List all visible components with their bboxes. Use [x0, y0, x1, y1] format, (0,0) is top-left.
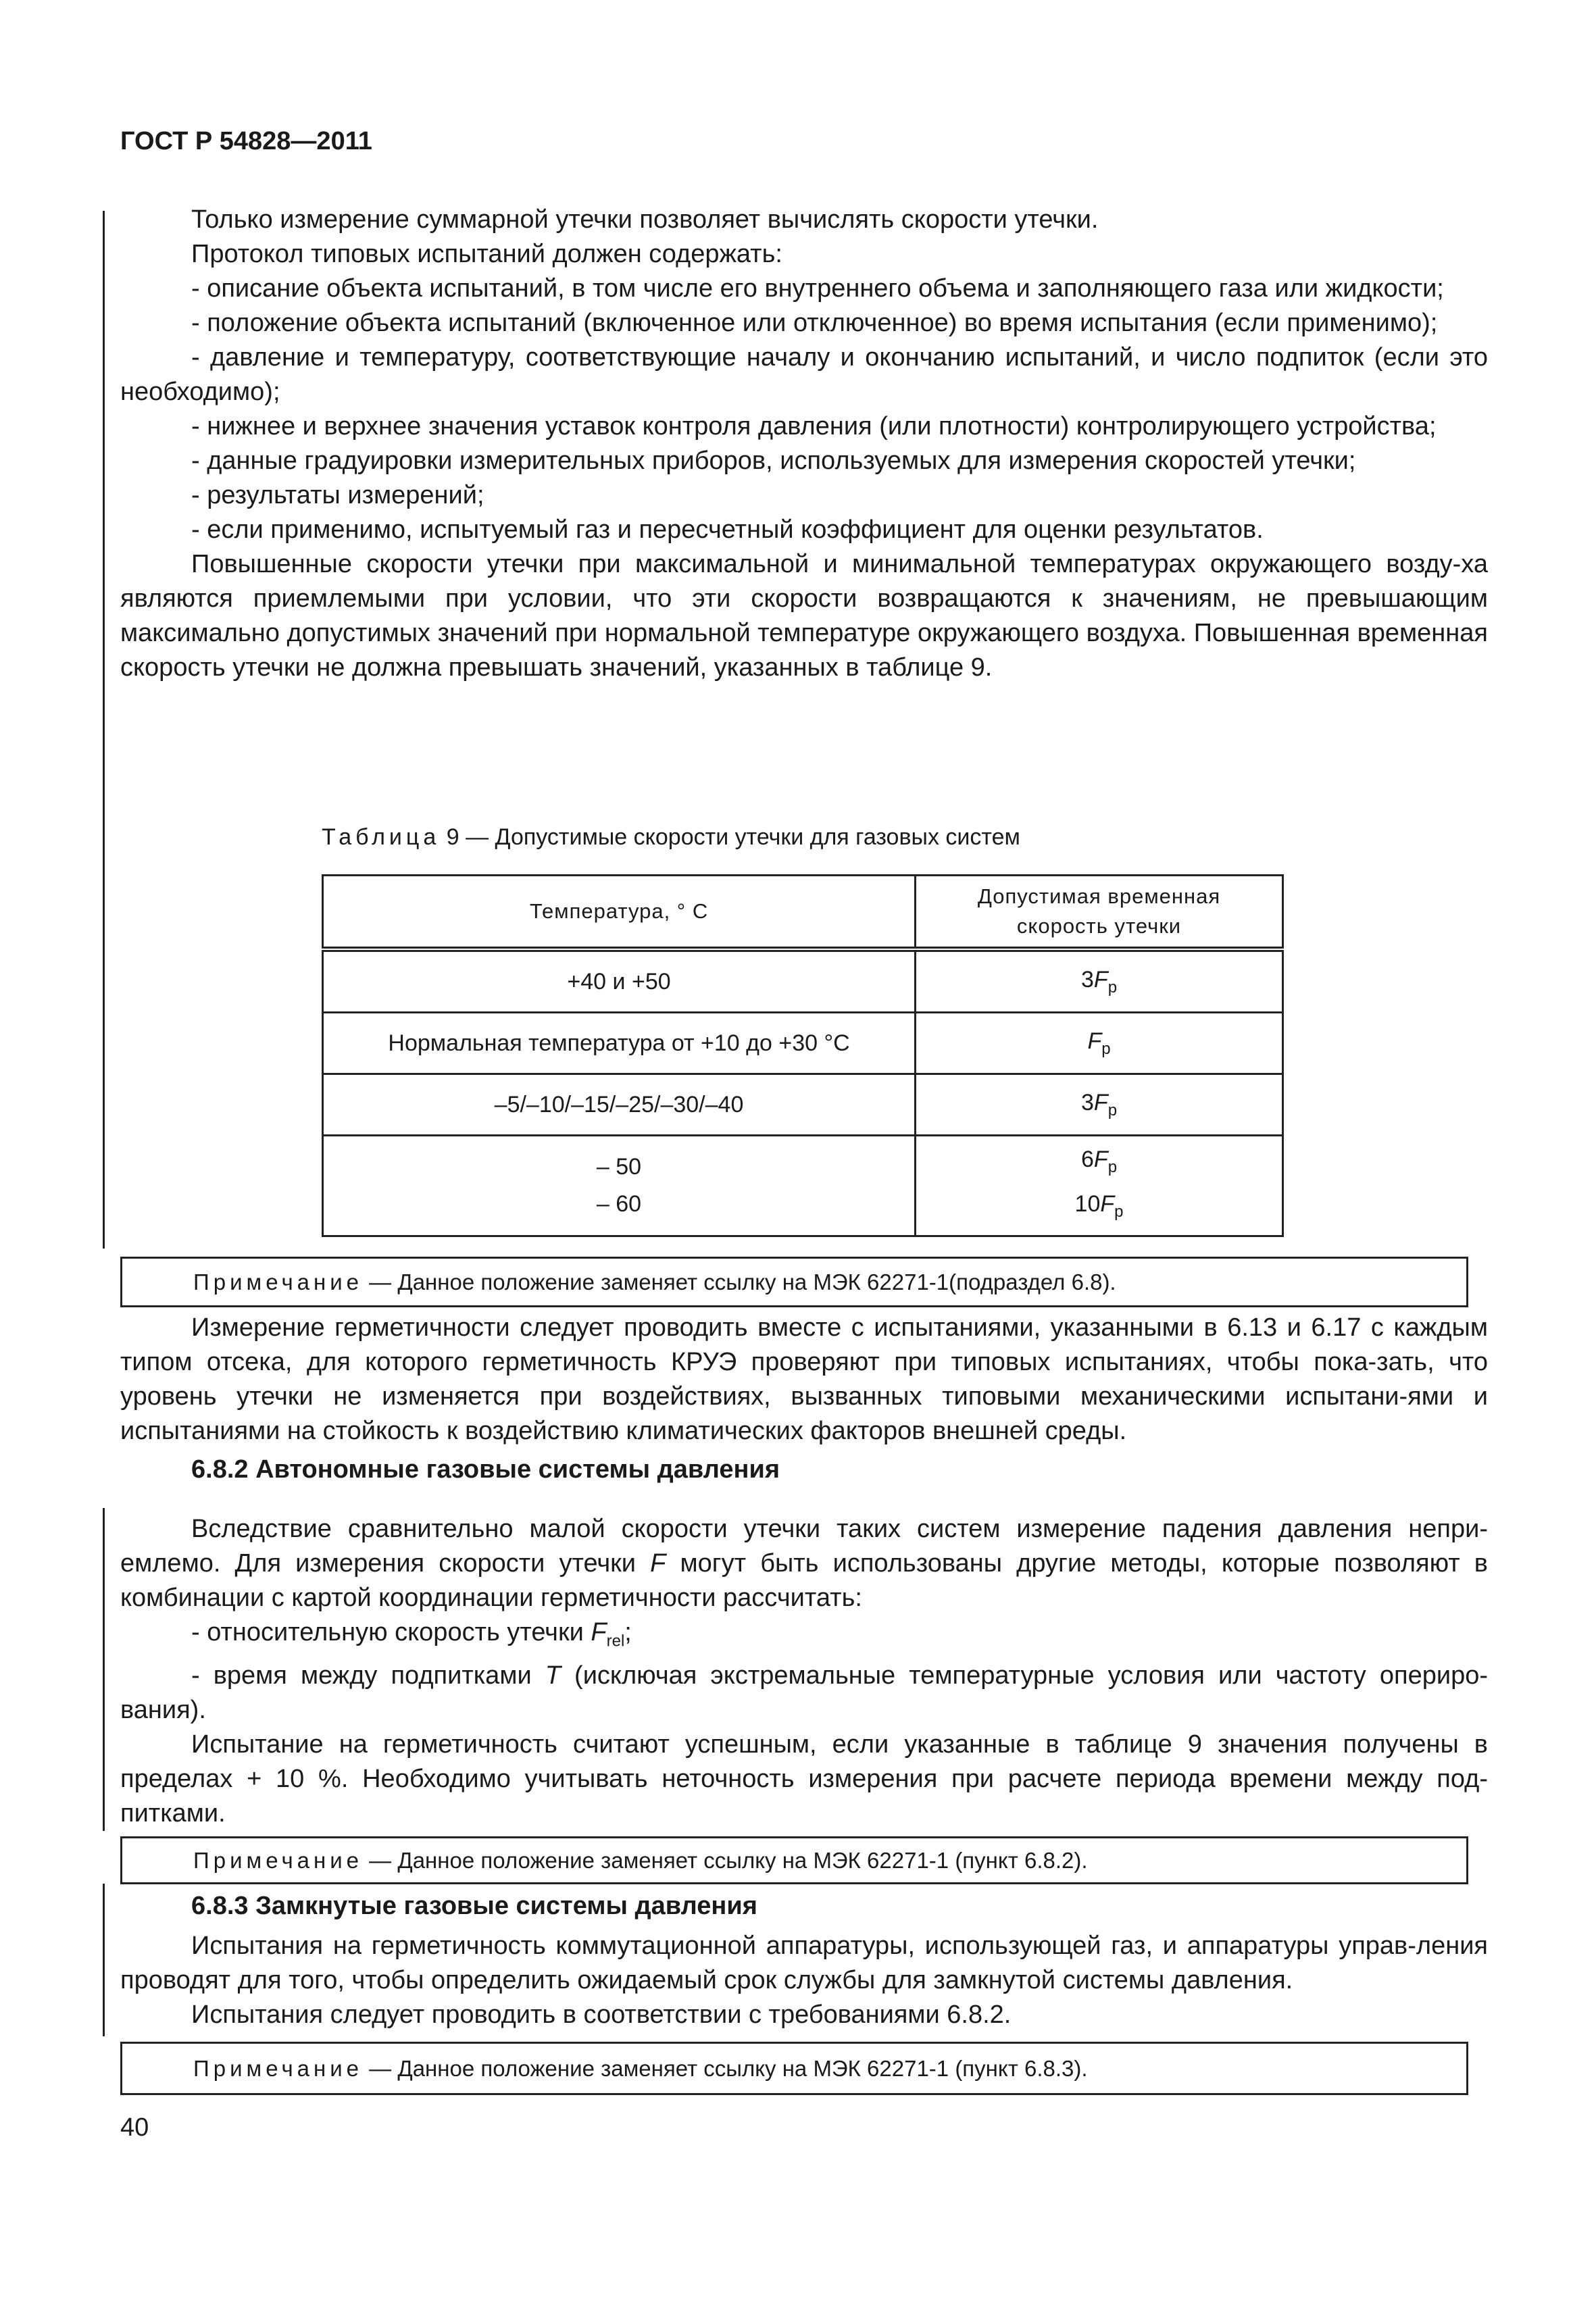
coef: 3 — [1080, 1089, 1094, 1115]
cell-leak-rate — [916, 949, 1283, 1013]
note-label: Примечание — [193, 1848, 364, 1873]
symbol: F — [1093, 1147, 1108, 1173]
table-caption-text: 9 — Допустимые скорости утечки для газовых систем — [440, 824, 1020, 850]
symbol: F — [1093, 966, 1108, 992]
symbol: F — [1093, 1089, 1108, 1115]
list-item — [120, 1659, 1488, 1728]
table-row — [323, 1074, 1283, 1136]
change-bar — [103, 211, 105, 1249]
paragraph: Испытания на герметичность коммутационной аппаратуры, использующей газ, и аппаратуры управ-ления проводят для того, чтобы определить ожидаемый срок службы для замкнутой системы давления. — [120, 1932, 1488, 1994]
cell-temperature: –5/–10/–15/–25/–30/–40 — [323, 1074, 916, 1136]
list-item: - нижнее и верхнее значения уставок контроля давления (или плотности) контролирующего устройства; — [191, 412, 1437, 441]
text-run: ; — [624, 1618, 632, 1646]
header-cell-temperature: Температура, ° С — [323, 876, 916, 950]
list-item: - результаты измерений; — [191, 481, 484, 509]
list-item: - описание объекта испытаний, в том числе его внутреннего объема и заполняющего газа или жидкости; — [191, 274, 1444, 303]
list-item: - если применимо, испытуемый газ и пересчетный коэффициент для оценки результатов. — [191, 515, 1264, 544]
cell-leak-rate — [916, 1013, 1283, 1074]
symbol: T — [545, 1661, 561, 1690]
page-number: 40 — [120, 2113, 149, 2142]
table-caption — [322, 824, 1020, 851]
list-item: - положение объекта испытаний (включенное или отключенное) во время испытания (если применимо); — [191, 309, 1438, 337]
subscript: p — [1107, 1158, 1118, 1176]
header-line: Допустимая временная — [977, 884, 1221, 908]
symbol: F — [1100, 1191, 1115, 1217]
note-box-1 — [120, 1257, 1468, 1307]
symbol: F — [1087, 1028, 1102, 1054]
paragraph: Повышенные скорости утечки при максимальной и минимальной температурах окружающего возду-ха являются приемлемыми при условии, что эти скорости возвращаются к значениям, не превышающим максимально допустимых значений при нормальной температуре окружающего воздуха. Повышенная временная скорость утечки не должна превышать значений, указанных в таблице 9. — [120, 550, 1488, 682]
change-bar — [103, 1884, 105, 2036]
paragraph: Испытания следует проводить в соответствии с требованиями 6.8.2. — [191, 2001, 1012, 2029]
cell-leak-rate — [916, 1136, 1283, 1236]
text-run: Вследствие сравнительно малой скорости утечки таких систем измерение падения давления непри-емлемо. Для измерения скорости утечки — [120, 1515, 1488, 1578]
subscript: p — [1114, 1202, 1124, 1221]
body-text-block-1 — [120, 203, 1488, 685]
symbol: F — [591, 1618, 607, 1646]
table-row — [323, 1136, 1283, 1236]
paragraph: Протокол типовых испытаний должен содержать: — [191, 240, 782, 268]
cell-leak-rate — [916, 1074, 1283, 1136]
subscript: p — [1107, 978, 1118, 997]
note-label: Примечание — [193, 1269, 364, 1294]
text-run: могут быть использованы другие методы, которые позволяют в комбинации с картой координации герметичности рассчитать: — [120, 1549, 1488, 1612]
coef: 6 — [1080, 1147, 1094, 1173]
note-box-2 — [120, 1836, 1468, 1884]
list-item: - давление и температуру, соответствующие началу и окончанию испытаний, и число подпиток (если это необходимо); — [120, 343, 1488, 406]
doc-code-header: ГОСТ Р 54828—2011 — [120, 127, 372, 155]
table-row — [323, 1013, 1283, 1074]
temp-value: – 50 — [596, 1154, 642, 1180]
table-caption-prefix: Таблица — [322, 824, 441, 850]
body-text-block-2 — [120, 1311, 1488, 1487]
list-item: - данные градуировки измерительных приборов, используемых для измерения скоростей утечки; — [191, 447, 1356, 475]
note-box-3 — [120, 2042, 1468, 2095]
body-text-block-3 — [120, 1512, 1488, 1831]
note-text: — Данное положение заменяет ссылку на МЭК 62271-1(подраздел 6.8). — [363, 1269, 1116, 1294]
subscript: rel — [606, 1632, 625, 1651]
body-text-block-4 — [120, 1889, 1488, 2032]
header-cell-leak-rate — [916, 876, 1283, 950]
subscript: p — [1107, 1101, 1118, 1120]
section-heading-6-8-2: 6.8.2 Автономные газовые системы давления — [191, 1455, 780, 1484]
note-text: — Данное положение заменяет ссылку на МЭК 62271-1 (пункт 6.8.2). — [363, 1848, 1088, 1873]
text-run: (исключая экстремальные температурные условия или частоту опериро-вания). — [120, 1661, 1488, 1724]
note-label: Примечание — [193, 2056, 364, 2081]
text-run: - относительную скорость утечки — [191, 1618, 591, 1646]
table-row — [323, 949, 1283, 1013]
section-heading-6-8-3: 6.8.3 Замкнутые газовые системы давления — [191, 1892, 757, 1920]
note-text: — Данное положение заменяет ссылку на МЭК 62271-1 (пункт 6.8.3). — [363, 2056, 1088, 2081]
paragraph — [120, 1512, 1488, 1615]
paragraph: Только измерение суммарной утечки позволяет вычислять скорости утечки. — [191, 205, 1099, 234]
paragraph: Испытание на герметичность считают успешным, если указанные в таблице 9 значения получены в пределах + 10 %. Необходимо учитывать неточность измерения при расчете периода времени между под-питками. — [120, 1730, 1488, 1828]
table-header-row — [323, 876, 1283, 950]
coef: 10 — [1074, 1191, 1101, 1217]
list-item — [120, 1615, 1488, 1659]
coef: 3 — [1080, 966, 1094, 992]
header-line: скорость утечки — [1016, 914, 1182, 938]
leak-rate-table — [322, 874, 1284, 1237]
temp-value: – 60 — [596, 1191, 642, 1217]
change-bar — [103, 1508, 105, 1831]
symbol: F — [650, 1549, 666, 1578]
cell-temperature: Нормальная температура от +10 до +30 °С — [323, 1013, 916, 1074]
paragraph: Измерение герметичности следует проводить вместе с испытаниями, указанными в 6.13 и 6.17 с каждым типом отсека, для которого герметичность КРУЭ проверяют при типовых испытаниях, чтобы пока-зать, что уровень утечки не изменяется при воздействиях, вызванных типовыми механическими испытани-ями и испытаниями на стойкость к воздействию климатических факторов внешней среды. — [120, 1313, 1488, 1445]
text-run: - время между подпитками — [191, 1661, 545, 1690]
cell-temperature: +40 и +50 — [323, 949, 916, 1013]
subscript: p — [1101, 1039, 1111, 1058]
cell-temperature — [323, 1136, 916, 1236]
